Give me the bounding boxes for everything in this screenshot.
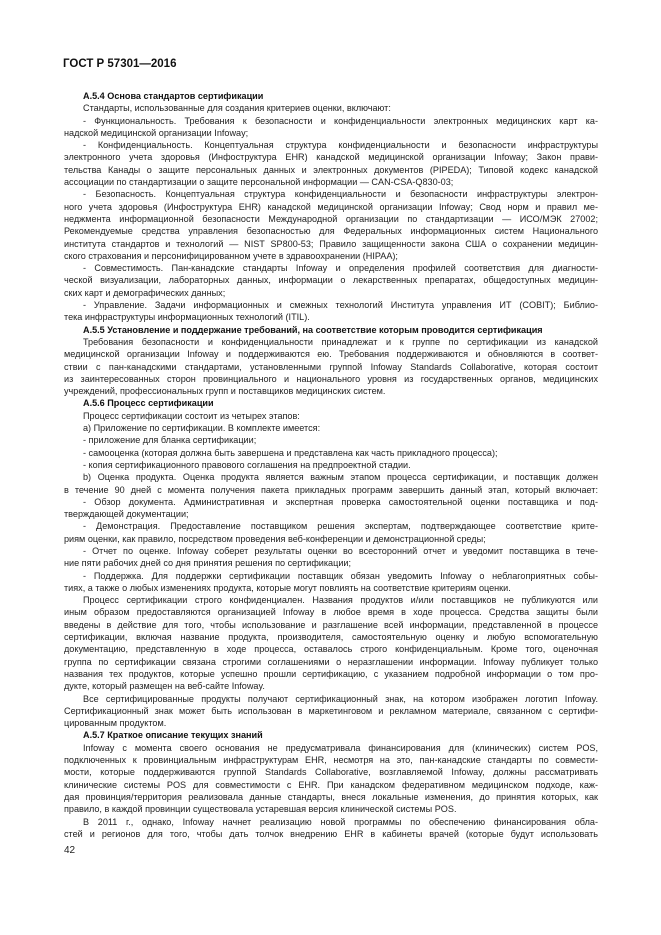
text-line: ного учета здоровья (Инфоструктура EHR) канадской медицинской организации Infoway; Свод норм и правил ме- bbox=[64, 201, 598, 212]
text-line: стей и регионов для того, чтобы дать толчок внедрению EHR в кабинеты врачей (которые будут использовать bbox=[64, 828, 598, 839]
text-line: ского страхования и персонифицированном учете в здравоохранении (HIPAA); bbox=[64, 250, 398, 261]
text-line: риям оценки, как правило, посредством проведения веб-конференции и демонстрационной среды; bbox=[64, 533, 486, 544]
text-line: Все сертифицированные продукты получают сертификационный знак, на котором изображен логотип Infoway. bbox=[83, 693, 598, 704]
text-line: электронного учета здоровья (Инфоструктура EHR) канадской медицинской организации Infoway; Закон прави- bbox=[64, 152, 598, 163]
text-line: - Функциональность. Требования к безопасности и конфиденциальности электронных медицинских карт ка- bbox=[83, 115, 598, 126]
text-line: Сертификационный знак может быть использован в маркетинговом и рекламном материале, связанном с сертифи- bbox=[64, 705, 598, 716]
text-line: ческой визуализации, лабораторных данных, информации о лекарственных препаратах, общедоступных медицин- bbox=[64, 275, 598, 286]
text-line: тека инфраструктуры информационных технологий (ITIL). bbox=[64, 312, 310, 323]
text-line: документацию, представленную в ходе процесса, оставалось строго конфиденциальным. Кроме того, оценочная bbox=[64, 644, 598, 655]
section-heading: А.5.7 Краткое описание текущих знаний bbox=[83, 730, 263, 741]
text-line: - Поддержка. Для поддержки сертификации поставщик обязан уведомить Infoway о неблагоприятных собы- bbox=[83, 570, 598, 581]
text-line: из заинтересованных сторон провинциального и национального уровня из государственных органов, медицинских bbox=[64, 373, 598, 384]
text-line: подключенных к провинциальным инфраструктурам EHR, несмотря на это, пан-канадские стандарты по совмести- bbox=[64, 755, 598, 766]
text-line: института стандартов и технологий — NIST SP800-53; Правило защищенности закона США о сохранении медицин- bbox=[64, 238, 598, 249]
text-line: - самооценка (которая должна быть завершена и представлена как часть прикладного процесса); bbox=[83, 447, 498, 458]
section-heading: А.5.5 Установление и поддержание требований, на соответствие которым проводится сертификация bbox=[83, 324, 543, 335]
text-line: Рекомендуемые средства управления безопасностью для Федеральных информационных систем Национального bbox=[64, 226, 598, 237]
text-line: в течение 90 дней с момента получения пакета прикладных программ завершить данный этап, который включает: bbox=[64, 484, 598, 495]
text-line: - копия сертификационного правового соглашения на предпроектной стадии. bbox=[83, 459, 411, 470]
text-line: правило, в каждой провинции существовала устаревшая версия клинической системы POS. bbox=[64, 804, 457, 815]
text-line: неджмента информационной безопасности Международной организации по стандартизации — ИСО/МЭК 27002; bbox=[64, 213, 598, 224]
text-line: Процесс сертификации состоит из четырех этапов: bbox=[83, 410, 300, 421]
text-line: ние пяти рабочих дней со дня принятия решения по сертификации; bbox=[64, 558, 352, 569]
text-line: сертификации, включая название продукта, производителя, самостоятельную оценку и любую вспомогательную bbox=[64, 632, 598, 643]
text-line: надской медицинской организации Infoway; bbox=[64, 127, 249, 138]
text-line: тиях, а также о любых изменениях продукта, которые могут повлиять на соответствие критериям оценки. bbox=[64, 582, 511, 593]
text-line: ских карт и демографических данных; bbox=[64, 287, 226, 298]
text-line: - приложение для бланка сертификации; bbox=[83, 435, 257, 446]
text-line: клинические системы POS для совместимости с EHR. При канадском федеративном медицинском подходе, каж- bbox=[64, 779, 598, 790]
text-line: введены в действие для того, чтобы использование и разглашение всей информации, представленной в процессе bbox=[64, 619, 598, 630]
page-number: 42 bbox=[64, 845, 76, 856]
text-line: учреждений, профессиональных групп и поставщиков медицинских систем. bbox=[64, 386, 386, 397]
section-heading: А.5.6 Процесс сертификации bbox=[83, 398, 214, 409]
text-line: - Конфиденциальность. Концептуальная структура конфиденциальности и безопасности инфраструктуры bbox=[83, 140, 598, 151]
text-line: b) Оценка продукта. Оценка продукта является важным этапом процесса сертификации, и поставщик должен bbox=[83, 472, 598, 483]
section-heading: А.5.4 Основа стандартов сертификации bbox=[83, 91, 264, 101]
text-line: ассоциации по стандартизации о защите персональной информации — CAN-CSA-Q830-03; bbox=[64, 177, 454, 188]
text-line: Процесс сертификации строго конфиденциален. Названия продуктов и/или поставщиков не публикуются или bbox=[83, 595, 598, 606]
text-line: - Совместимость. Пан-канадские стандарты Infoway и определения профилей соответствия для диагности- bbox=[83, 263, 598, 274]
document-code-header: ГОСТ Р 57301—2016 bbox=[63, 58, 177, 70]
text-line: а) Приложение по сертификации. В комплекте имеется: bbox=[83, 423, 321, 434]
text-line: В 2011 г., однако, Infoway начнет реализацию новой программы по обеспечению финансирования обла- bbox=[83, 816, 598, 827]
text-line: группа по сертификации связана строгими соглашениями о неразглашении информации. Infoway публикует только bbox=[64, 656, 598, 667]
text-line: мости, которые поддерживаются группой Standards Collaborative, возглавляемой Infoway, должны рассматривать bbox=[64, 767, 598, 778]
text-line: Стандарты, использованные для создания критериев оценки, включают: bbox=[83, 103, 391, 114]
text-line: Infoway с момента своего основания не предусматривала финансирования для (клинических) систем POS, bbox=[83, 742, 598, 753]
text-line: цированным продуктом. bbox=[64, 718, 167, 729]
text-line: дукте, который размещен на веб-сайте Infoway. bbox=[64, 681, 265, 692]
text-line: - Отчет по оценке. Infoway соберет результаты оценки во всесторонний отчет и уведомит поставщика в тече- bbox=[83, 545, 598, 556]
text-line: иным образом предоставляются организацией Infoway в любое время в ходе процесса. Средства защиты были bbox=[64, 607, 598, 618]
text-line: медицинской организации Infoway и поддерживаются ею. Требования поддерживаются и обновляются в соответ- bbox=[64, 349, 598, 360]
text-line: - Демонстрация. Предоставление поставщиком решения экспертам, подтверждающее соответствие крите- bbox=[83, 521, 598, 532]
text-line: ствии с пан-канадскими стандартами, установленными группой Infoway Standards Collaborative, которая состоит bbox=[64, 361, 598, 372]
text-line: - Обзор документа. Административная и экспертная проверка самостоятельной оценки поставщика и под- bbox=[83, 496, 598, 507]
document-body bbox=[64, 90, 598, 840]
text-line: - Управление. Задачи информационных и смежных технологий Института управления ИТ (COBIT); Библио- bbox=[83, 300, 598, 311]
text-line: тельства Канады о защите персональных данных и электронных документов (PIPEDA); Типовой кодекс канадской bbox=[64, 164, 598, 175]
text-line: тверждающей документации; bbox=[64, 509, 189, 520]
text-line: Требования безопасности и конфиденциальности принадлежат и к группе по сертификации из канадской bbox=[83, 336, 598, 347]
text-line: - Безопасность. Концептуальная структура конфиденциальности и безопасности инфраструктуры электрон- bbox=[83, 189, 598, 200]
text-line: дая провинция/территория реализовала данные стандарты, внеся локальные изменения, до принятия которых, как bbox=[64, 791, 598, 802]
text-line: названия тех продуктов, которые успешно прошли сертификацию, с указанием подробной информации о том про- bbox=[64, 668, 598, 679]
